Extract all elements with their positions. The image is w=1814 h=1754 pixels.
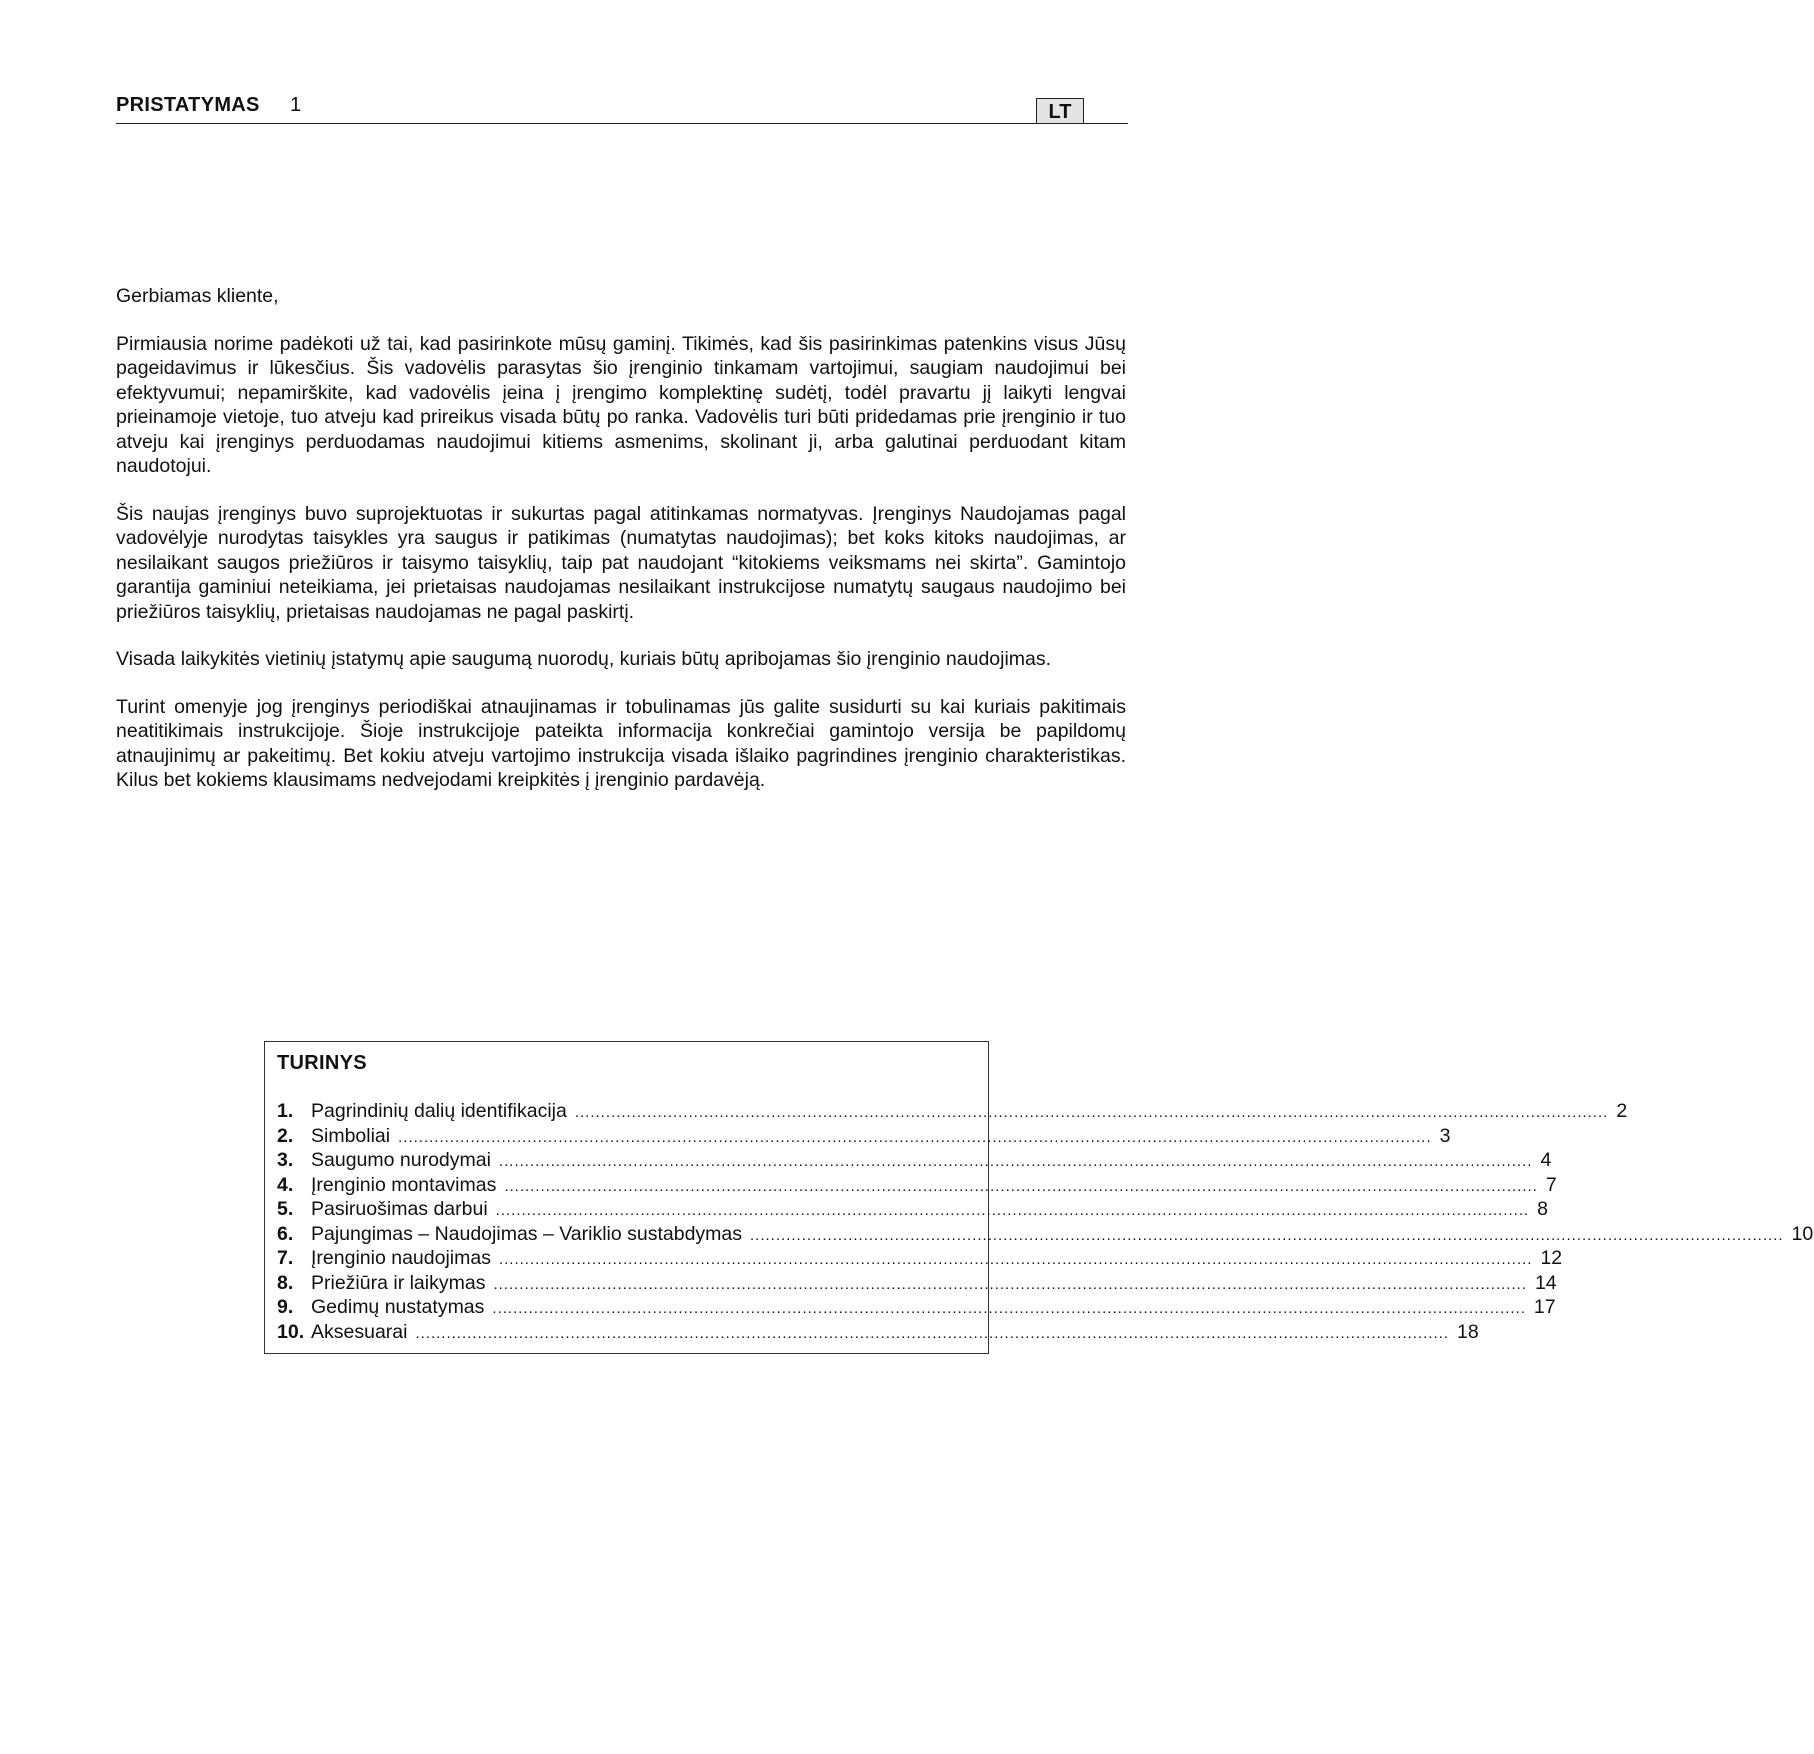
toc-title: TURINYS	[277, 1052, 367, 1074]
toc-item-label: Įrenginio naudojimas	[311, 1247, 491, 1269]
toc-item[interactable]	[277, 1320, 1479, 1345]
toc-item-number: 9.	[277, 1296, 294, 1318]
toc-leader-dots: ........................................................................................................................................................................................................	[750, 1226, 1784, 1244]
toc-item-page: 8	[1537, 1198, 1549, 1220]
toc-item-page: 4	[1540, 1149, 1552, 1171]
toc-leader-dots: ........................................................................................................................................................................................................	[492, 1300, 1526, 1317]
toc-leader-dots: ........................................................................................................................................................................................................	[498, 1153, 1533, 1170]
toc-item-page: 10	[1791, 1222, 1814, 1245]
toc-item[interactable]	[277, 1271, 1557, 1296]
toc-item[interactable]	[277, 1246, 1563, 1271]
greeting: Gerbiamas kliente,	[116, 285, 279, 307]
table-of-contents	[264, 1041, 1814, 1354]
toc-item-page: 18	[1456, 1320, 1479, 1343]
toc-item-page: 12	[1540, 1247, 1563, 1269]
toc-item[interactable]	[277, 1173, 1557, 1198]
toc-item[interactable]	[277, 1222, 1814, 1247]
toc-leader-dots: ........................................................................................................................................................................................................	[574, 1104, 1609, 1121]
intro-paragraph-3: Visada laikykitės vietinių įstatymų apie saugumą nuorodų, kuriais būtų apribojamas šio įrenginio naudojimas.	[116, 648, 1052, 670]
toc-leader-dots: ........................................................................................................................................................................................................	[415, 1324, 1449, 1342]
toc-item-page: 17	[1533, 1296, 1556, 1318]
intro-paragraph-4: Turint omenyje jog įrenginys periodiškai atnaujinamas ir tobulinamas jūs galite susidurti su kai kuriais pakitimais neatitikimais instrukcijoje. Šioje instrukcijoje pateikta informacija konkrečiai gamintojo versija be papildomų atnaujinimų ar pakeitimų. Bet kokiu atveju vartojimo instrukcija visada išlaiko pagrindines įrenginio charakteristikas. Kilus bet kokiems klausimams nedvejodami kreipkitės į įrenginio pardavėją.	[116, 695, 1126, 791]
toc-item-number: 6.	[277, 1222, 294, 1245]
toc-item-number: 10.	[277, 1320, 305, 1343]
toc-item-label: Priežiūra ir laikymas	[311, 1271, 486, 1294]
toc-leader-dots: ........................................................................................................................................................................................................	[493, 1275, 1527, 1293]
toc-item-label: Simboliai	[311, 1124, 391, 1147]
toc-item-page: 7	[1545, 1173, 1557, 1196]
toc-item-label: Pagrindinių dalių identifikacija	[311, 1100, 567, 1122]
toc-item[interactable]	[277, 1099, 1628, 1124]
language-badge: LT	[1036, 98, 1084, 123]
toc-list	[277, 1099, 1814, 1344]
toc-item-label: Įrenginio montavimas	[311, 1173, 497, 1196]
toc-leader-dots: ........................................................................................................................................................................................................	[495, 1202, 1530, 1219]
toc-item-label: Gedimų nustatymas	[311, 1296, 485, 1318]
toc-item-number: 7.	[277, 1247, 294, 1269]
toc-item-label: Saugumo nurodymai	[311, 1149, 491, 1171]
toc-item-number: 5.	[277, 1198, 294, 1220]
toc-item[interactable]	[277, 1124, 1451, 1149]
toc-item[interactable]	[277, 1148, 1552, 1173]
toc-leader-dots: ........................................................................................................................................................................................................	[498, 1251, 1533, 1268]
page-number: 1	[290, 94, 302, 116]
toc-item-page: 14	[1534, 1271, 1557, 1294]
toc-item-page: 3	[1439, 1124, 1451, 1147]
toc-item-number: 1.	[277, 1100, 294, 1122]
toc-item-number: 4.	[277, 1173, 294, 1196]
toc-item-number: 8.	[277, 1271, 294, 1294]
toc-leader-dots: ........................................................................................................................................................................................................	[398, 1128, 1432, 1146]
intro-text	[116, 284, 1126, 816]
toc-item-number: 3.	[277, 1149, 294, 1171]
toc-item-label: Pasiruošimas darbui	[311, 1198, 488, 1220]
toc-leader-dots: ........................................................................................................................................................................................................	[504, 1177, 1538, 1195]
toc-item-label: Aksesuarai	[311, 1320, 408, 1343]
toc-item-number: 2.	[277, 1124, 294, 1147]
section-title: PRISTATYMAS	[116, 94, 260, 116]
toc-item-page: 2	[1616, 1100, 1628, 1122]
toc-item[interactable]	[277, 1295, 1556, 1320]
page-header	[116, 92, 1128, 124]
intro-paragraph-2: Šis naujas įrenginys buvo suprojektuotas ir sukurtas pagal atitinkamas normatyvas. Įrenginys Naudojamas pagal vadovėlyje nurodytas taisykles yra saugus ir patikimas (numatytas naudojimas); bet koks kitoks naudojimas, ar nesilaikant saugos priežiūros ir taisymo taisyklių, taip pat naudojant “kitokiems veiksmams nei skirta”. Gamintojo garantija gaminiui neteikiama, jei prietaisas naudojamas nesilaikant instrukcijose numatytų saugaus naudojimo bei priežiūros taisyklių, prietaisas naudojamas ne pagal paskirtį.	[116, 502, 1126, 623]
intro-paragraph-1: Pirmiausia norime padėkoti už tai, kad pasirinkote mūsų gaminį. Tikimės, kad šis pasirinkimas patenkins visus Jūsų pageidavimus ir lūkesčius. Šis vadovėlis parasytas šio įrenginio tinkamam vartojimui, saugiam naudojimui bei efektyvumui; nepamirškite, kad vadovėlis įeina į įrengimo komplektinę sudėtį, todėl pravartu jį laikyti lengvai prieinamoje vietoje, tuo atveju kad prireikus visada būtų po ranka. Vadovėlis turi būti pridedamas prie įrenginio ir tuo atveju kai įrenginys perduodamas naudojimui kitiems asmenims, skolinant ji, arba galutinai perduodant kitam naudotojui.	[116, 332, 1126, 477]
toc-item[interactable]	[277, 1197, 1549, 1222]
toc-item-label: Pajungimas – Naudojimas – Variklio sustabdymas	[311, 1222, 743, 1245]
